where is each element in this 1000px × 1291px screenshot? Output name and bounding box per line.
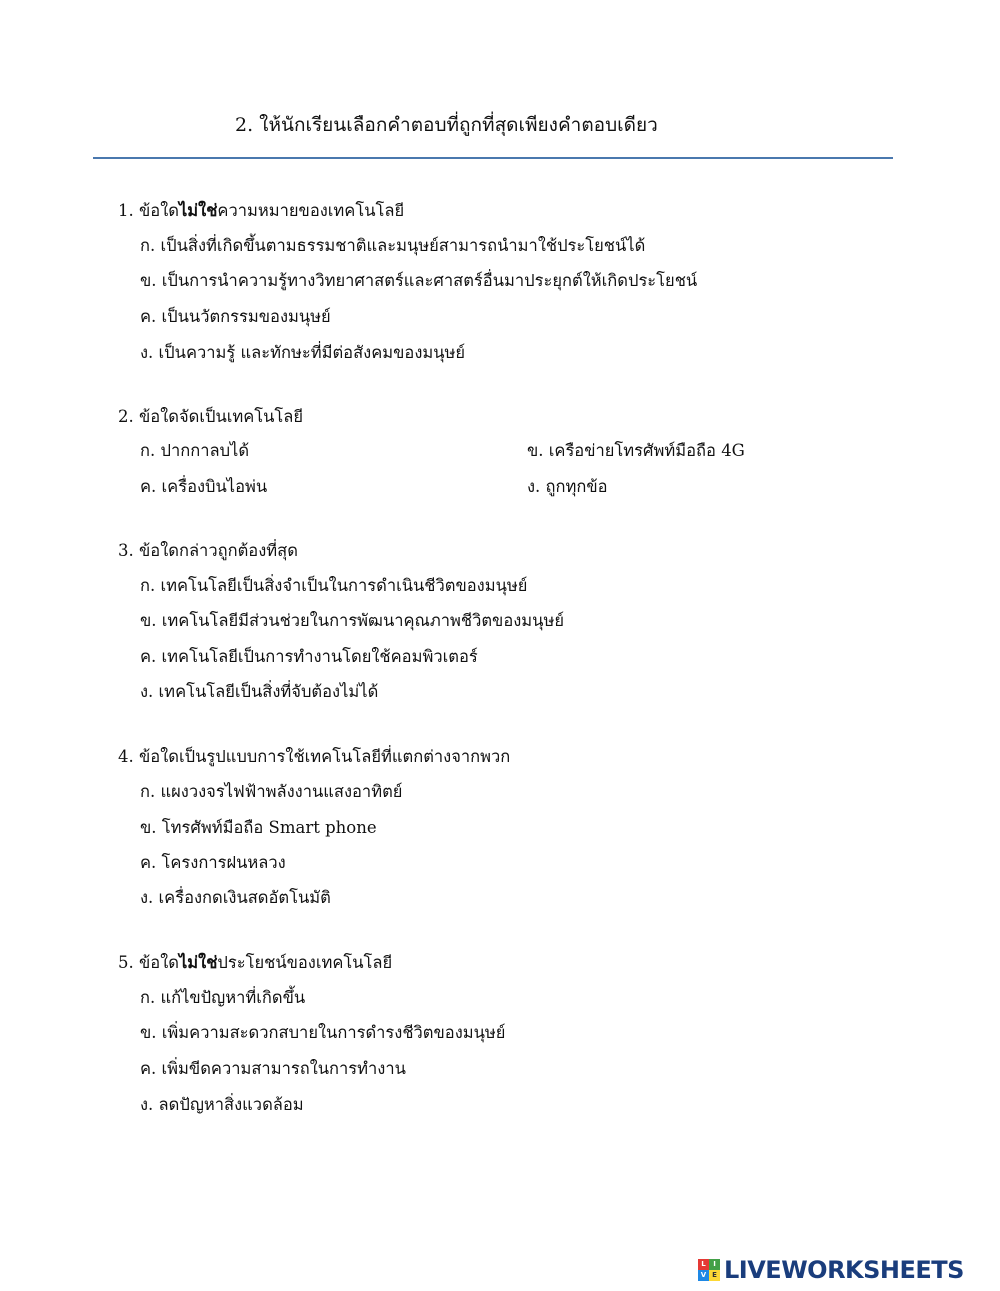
q1-option-a[interactable]: ก. เป็นสิ่งที่เกิดขึ้นตามธรรมชาติและมนุษย์สามารถนำมาใช้ประโยชน์ได้ (140, 236, 646, 255)
question-text-end: ความหมายของเทคโนโลยี (217, 201, 405, 220)
question-text: ข้อใดเป็นรูปแบบการใช้เทคโนโลยีที่แตกต่างจากพวก (139, 747, 511, 766)
q1-option-b[interactable]: ข. เป็นการนำความรู้ทางวิทยาศาสตร์และศาสตร์อื่นมาประยุกต์ให้เกิดประโยชน์ (140, 271, 698, 290)
logo-text: LIVEWORKSHEETS (724, 1256, 964, 1284)
q5-option-c[interactable]: ค. เพิ่มขีดความสามารถในการทำงาน (140, 1059, 406, 1078)
logo-mark-icon: L I V E (698, 1259, 720, 1281)
question-emphasis: ไม่ใช่ (178, 953, 218, 972)
question-1 (118, 198, 404, 224)
question-2 (118, 404, 303, 430)
question-number: 4. (118, 747, 134, 766)
question-5 (118, 950, 392, 976)
q5-option-a[interactable]: ก. แก้ไขปัญหาที่เกิดขึ้น (140, 988, 306, 1007)
q2-option-c[interactable]: ค. เครื่องบินไอพ่น (140, 477, 268, 496)
question-text-start: ข้อใด (139, 953, 179, 972)
q2-option-d[interactable]: ง. ถูกทุกข้อ (527, 477, 608, 496)
question-text-end: ประโยชน์ของเทคโนโลยี (217, 953, 393, 972)
question-number: 1. (118, 201, 134, 220)
question-3 (118, 538, 298, 564)
q4-option-d[interactable]: ง. เครื่องกดเงินสดอัตโนมัติ (140, 888, 331, 907)
question-text-start: ข้อใด (139, 201, 179, 220)
q1-option-c[interactable]: ค. เป็นนวัตกรรมของมนุษย์ (140, 307, 331, 326)
q3-option-b[interactable]: ข. เทคโนโลยีมีส่วนช่วยในการพัฒนาคุณภาพชีวิตของมนุษย์ (140, 611, 564, 630)
question-number: 3. (118, 541, 134, 560)
q4-option-c[interactable]: ค. โครงการฝนหลวง (140, 853, 286, 872)
q4-option-a[interactable]: ก. แผงวงจรไฟฟ้าพลังงานแสงอาทิตย์ (140, 782, 403, 801)
q1-option-d[interactable]: ง. เป็นความรู้ และทักษะที่มีต่อสังคมของมนุษย์ (140, 343, 466, 362)
question-text: ข้อใดจัดเป็นเทคโนโลยี (139, 407, 304, 426)
q5-option-b[interactable]: ข. เพิ่มความสะดวกสบายในการดำรงชีวิตของมนุษย์ (140, 1023, 506, 1042)
question-4 (118, 744, 510, 770)
question-number: 2. (118, 407, 134, 426)
question-emphasis: ไม่ใช่ (178, 201, 218, 220)
section-heading: 2. ให้นักเรียนเลือกคำตอบที่ถูกที่สุดเพียงคำตอบเดียว (235, 114, 658, 136)
heading-divider (93, 157, 893, 159)
q5-option-d[interactable]: ง. ลดปัญหาสิ่งแวดล้อม (140, 1095, 304, 1114)
liveworksheets-logo (698, 1255, 998, 1285)
q4-option-b[interactable]: ข. โทรศัพท์มือถือ Smart phone (140, 818, 377, 837)
q2-option-a[interactable]: ก. ปากกาลบได้ (140, 441, 250, 460)
question-number: 5. (118, 953, 134, 972)
q3-option-d[interactable]: ง. เทคโนโลยีเป็นสิ่งที่จับต้องไม่ได้ (140, 682, 379, 701)
q2-option-b[interactable]: ข. เครือข่ายโทรศัพท์มือถือ 4G (527, 441, 745, 460)
q3-option-c[interactable]: ค. เทคโนโลยีเป็นการทำงานโดยใช้คอมพิวเตอร์ (140, 647, 478, 666)
question-text: ข้อใดกล่าวถูกต้องที่สุด (139, 541, 298, 560)
q3-option-a[interactable]: ก. เทคโนโลยีเป็นสิ่งจำเป็นในการดำเนินชีวิตของมนุษย์ (140, 576, 528, 595)
